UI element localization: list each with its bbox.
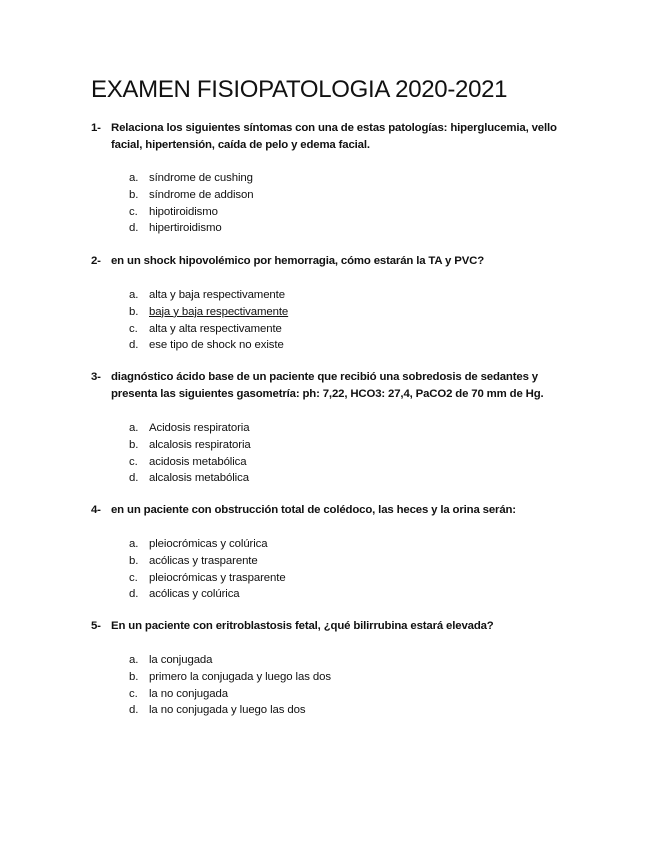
option-item [129,337,288,354]
option-item [129,536,286,553]
option-item [129,586,286,603]
option-text: acólicas y colúrica [149,588,240,601]
option-item [129,321,288,338]
option-item [129,669,331,686]
question-number: 2- [91,255,101,267]
option-letter: d. [129,222,139,235]
option-item [129,454,251,471]
option-text: la no conjugada [149,687,228,700]
option-item [129,287,288,304]
option-text: alta y alta respectivamente [149,322,282,335]
option-letter: c. [129,205,138,218]
option-item [129,437,251,454]
question-text: Relaciona los siguientes síntomas con una de estas patologías: hiperglucemia, vello facial, hipertensión, caída de pelo y edema facial. [111,122,557,151]
option-letter: b. [129,188,139,201]
option-text: acidosis metabólica [149,455,247,468]
question-4 [91,502,561,519]
question-number: 1- [91,122,101,134]
option-letter: d. [129,339,139,352]
question-number: 3- [91,371,101,383]
option-text: Acidosis respiratoria [149,422,250,434]
option-letter: d. [129,472,139,485]
question-2-options [129,287,288,354]
option-letter: b. [129,554,139,567]
option-letter: c. [129,571,138,584]
question-1 [91,120,561,154]
question-4-options [129,536,286,603]
option-text: hipertiroidismo [149,222,222,235]
option-letter: d. [129,588,139,601]
question-text: En un paciente con eritroblastosis fetal, ¿qué bilirrubina estará elevada? [111,620,494,632]
option-text: pleiocrómicas y trasparente [149,571,286,584]
question-text: diagnóstico ácido base de un paciente que recibió una sobredosis de sedantes y presenta las siguientes gasometría: ph: 7,22, HCO3: 27,4, PaCO2 de 70 mm de Hg. [111,371,544,400]
option-item [129,652,331,669]
option-letter: d. [129,704,139,717]
option-text: alta y baja respectivamente [149,289,285,301]
option-item [129,170,253,187]
option-item [129,220,253,237]
option-item [129,702,331,719]
option-item [129,686,331,703]
option-item [129,304,288,321]
question-number: 5- [91,620,101,632]
question-3-options [129,420,251,487]
option-letter: b. [129,670,139,683]
option-letter: a. [129,172,139,184]
option-text: síndrome de addison [149,188,254,201]
option-letter: b. [129,438,139,451]
question-5-options [129,652,331,719]
option-text: hipotiroidismo [149,205,218,218]
option-text: pleiocrómicas y colúrica [149,538,268,550]
option-letter: c. [129,687,138,700]
option-letter: a. [129,538,139,550]
option-letter: c. [129,322,138,335]
option-text: la conjugada [149,654,213,666]
option-item [129,570,286,587]
option-text: alcalosis respiratoria [149,438,251,451]
option-text: síndrome de cushing [149,172,253,184]
option-text: ese tipo de shock no existe [149,339,284,352]
page-title: EXAMEN FISIOPATOLOGIA 2020-2021 [91,76,508,103]
option-item [129,470,251,487]
question-3 [91,369,561,403]
option-text: acólicas y trasparente [149,554,258,567]
option-letter: c. [129,455,138,468]
option-item [129,204,253,221]
option-text-underlined: baja y baja respectivamente [149,305,289,318]
option-letter: a. [129,422,139,434]
question-text: en un paciente con obstrucción total de colédoco, las heces y la orina serán: [111,504,516,516]
question-text: en un shock hipovolémico por hemorragia, cómo estarán la TA y PVC? [111,255,485,267]
question-5 [91,618,561,635]
option-item [129,420,251,437]
question-2 [91,253,561,270]
option-text: primero la conjugada y luego las dos [149,670,331,683]
option-letter: a. [129,289,139,301]
option-letter: a. [129,654,139,666]
option-item [129,553,286,570]
question-1-options [129,170,253,237]
question-number: 4- [91,504,101,516]
option-text: la no conjugada y luego las dos [149,704,306,717]
option-item [129,187,253,204]
option-text: alcalosis metabólica [149,472,249,485]
option-letter: b. [129,305,139,318]
